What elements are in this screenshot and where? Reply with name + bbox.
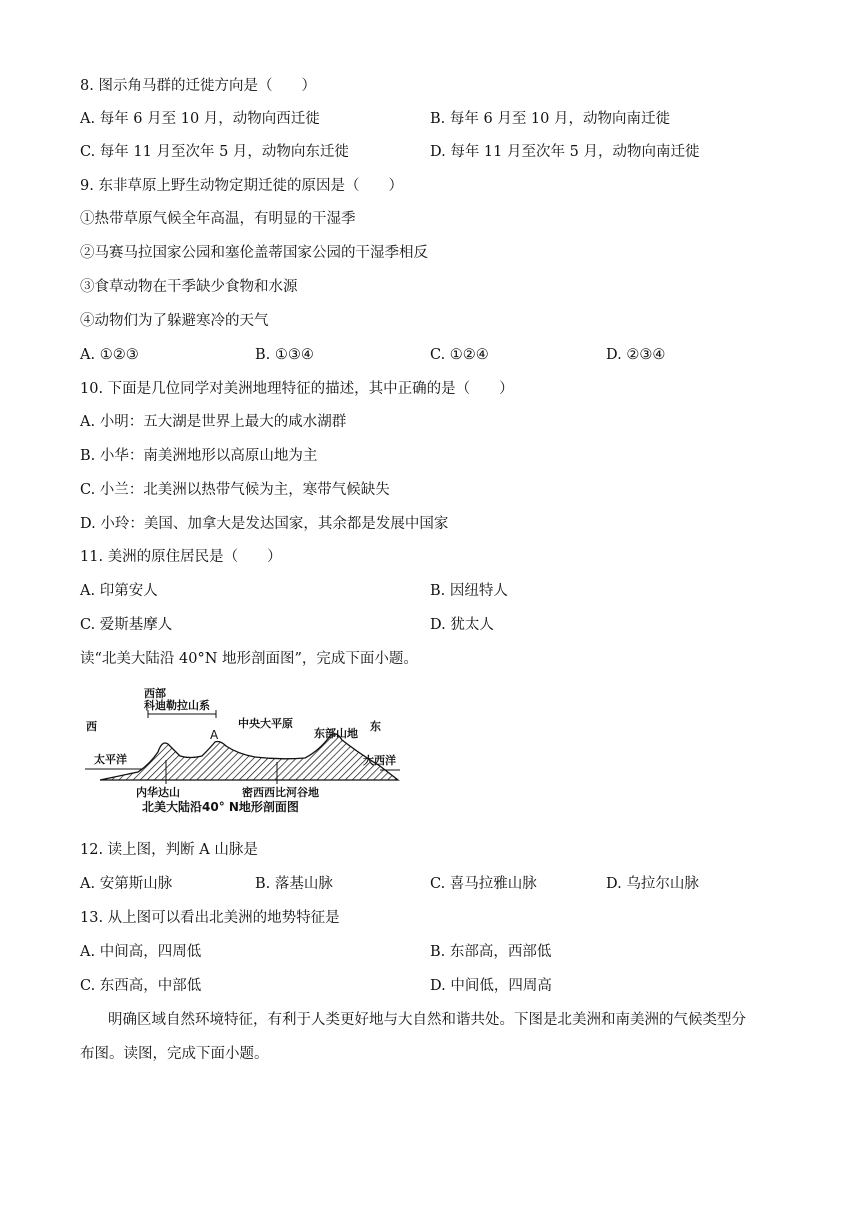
q10-option-b[interactable]: B. 小华：南美洲地形以高原山地为主 [80,448,318,464]
label-pacific: 太平洋 [94,753,127,766]
q13-stem: 13. 从上图可以看出北美洲的地势特征是 [80,910,340,926]
q11-option-d[interactable]: D. 犹太人 [430,617,494,633]
label-cordillera-line1: 西部 [144,687,166,700]
terrain-profile-svg [80,684,410,824]
label-central-plains: 中央大平原 [238,717,293,730]
intro-paragraph-line2: 布图。读图，完成下面小题。 [80,1046,269,1062]
label-point-a: A [210,728,219,742]
q8-stem: 8. 图示角马群的迁徙方向是（ ） [80,78,316,94]
q13-option-b[interactable]: B. 东部高，西部低 [430,944,552,960]
q9-statement-3: ③食草动物在干季缺少食物和水源 [80,279,298,295]
q8-option-a[interactable]: A. 每年 6 月至 10 月，动物向西迁徙 [80,111,320,127]
q13-option-c[interactable]: C. 东西高，中部低 [80,978,202,994]
terrain-profile-figure [80,684,410,824]
q10-option-a[interactable]: A. 小明：五大湖是世界上最大的咸水湖群 [80,414,347,430]
label-mississippi: 密西西比河谷地 [242,786,319,799]
q8-option-d[interactable]: D. 每年 11 月至次年 5 月，动物向南迁徙 [430,144,700,160]
q11-option-c[interactable]: C. 爱斯基摩人 [80,617,173,633]
q9-option-a[interactable]: A. ①②③ [80,347,139,363]
label-eastern-mountains: 东部山地 [314,727,358,740]
q12-option-a[interactable]: A. 安第斯山脉 [80,876,173,892]
q11-option-a[interactable]: A. 印第安人 [80,583,158,599]
q9-statement-1: ①热带草原气候全年高温，有明显的干湿季 [80,211,356,227]
label-cordillera-line2: 科迪勒拉山系 [144,699,210,712]
q9-stem: 9. 东非草原上野生动物定期迁徙的原因是（ ） [80,178,403,194]
q12-option-c[interactable]: C. 喜马拉雅山脉 [430,876,537,892]
q12-stem: 12. 读上图，判断 A 山脉是 [80,842,258,858]
q10-option-c[interactable]: C. 小兰：北美洲以热带气候为主，寒带气候缺失 [80,482,390,498]
q11-stem: 11. 美洲的原住居民是（ ） [80,549,282,565]
q11-option-b[interactable]: B. 因纽特人 [430,583,508,599]
terrain-profile [100,734,398,780]
label-west: 西 [86,720,97,733]
label-atlantic: 大西洋 [363,754,396,767]
q10-stem: 10. 下面是几位同学对美洲地理特征的描述，其中正确的是（ ） [80,381,514,397]
figure-caption: 北美大陆沿40° N地形剖面图 [142,800,299,814]
q13-option-d[interactable]: D. 中间低，四周高 [430,978,552,994]
intro-paragraph-line1: 明确区域自然环境特征，有利于人类更好地与大自然和谐共处。下图是北美洲和南美洲的气候类型分 [108,1012,746,1028]
q9-option-d[interactable]: D. ②③④ [606,347,666,363]
q12-option-d[interactable]: D. 乌拉尔山脉 [606,876,699,892]
q13-option-a[interactable]: A. 中间高，四周低 [80,944,202,960]
q9-option-c[interactable]: C. ①②④ [430,347,489,363]
figure-intro: 读“北美大陆沿 40°N 地形剖面图”，完成下面小题。 [80,651,418,667]
q8-option-c[interactable]: C. 每年 11 月至次年 5 月，动物向东迁徙 [80,144,349,160]
q8-option-b[interactable]: B. 每年 6 月至 10 月，动物向南迁徙 [430,111,670,127]
label-great-basin: 内华达山 [136,786,180,799]
label-east: 东 [370,720,381,733]
q10-option-d[interactable]: D. 小玲：美国、加拿大是发达国家，其余都是发展中国家 [80,516,449,532]
q9-statement-4: ④动物们为了躲避寒冷的天气 [80,313,269,329]
q9-option-b[interactable]: B. ①③④ [255,347,314,363]
q12-option-b[interactable]: B. 落基山脉 [255,876,333,892]
q9-statement-2: ②马赛马拉国家公园和塞伦盖蒂国家公园的干湿季相反 [80,245,428,261]
